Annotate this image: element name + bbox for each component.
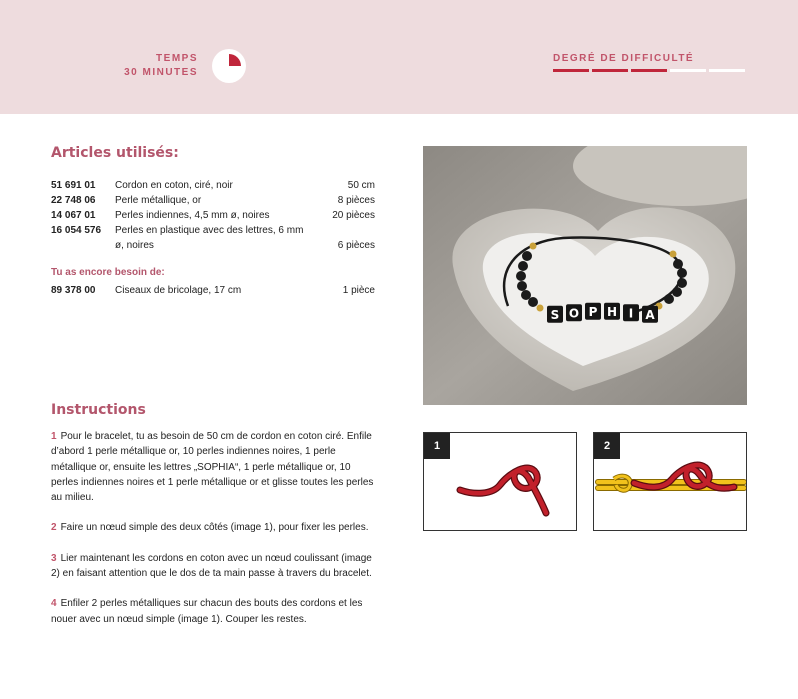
list-item xyxy=(51,223,375,253)
item-code: 51 691 01 xyxy=(51,180,96,191)
item-qty: 8 pièces xyxy=(337,195,375,206)
list-item xyxy=(51,178,375,193)
step-text: Faire un nœud simple des deux côtés (image 1), pour fixer les perles. xyxy=(60,522,369,534)
item-qty: 20 pièces xyxy=(332,210,375,221)
time-info xyxy=(124,52,198,80)
step-text: Enfiler 2 perles métalliques sur chacun des bouts des cordons et les nouer avec un nœud simple (image 1). Couper les restes. xyxy=(51,598,363,625)
difficulty-bar xyxy=(709,69,745,72)
list-item xyxy=(51,208,375,223)
difficulty-rating xyxy=(553,52,747,72)
instruction-step xyxy=(51,429,377,505)
materials-list xyxy=(51,178,375,253)
header-bar xyxy=(0,0,798,114)
bead-letter: O xyxy=(568,306,580,321)
step-text: Lier maintenant les cordons en coton avec un nœud coulissant (image 2) en faisant attention que le dos de ta main passe à travers du bracelet. xyxy=(51,552,372,580)
difficulty-label: DEGRÉ DE DIFFICULTÉ xyxy=(553,53,695,64)
item-desc: Perle métallique, or xyxy=(115,195,202,206)
item-desc: Ciseaux de bricolage, 17 cm xyxy=(115,285,242,296)
bead-letter: A xyxy=(645,307,655,322)
diagram-label: 1 xyxy=(424,433,450,459)
item-code: 22 748 06 xyxy=(51,195,96,206)
difficulty-bar xyxy=(670,69,706,72)
step-text: Pour le bracelet, tu as besoin de 50 cm de cordon en coton ciré. Enfile d’abord 1 perle métallique or, 10 perles indiennes noires, 1 perle métallique or, ensuite les lettres „SOPHIA“, 1 perle métallique or, 10 perles indiennes noires et 1 perle métallique or et glisse toutes les perles au milieu. xyxy=(51,431,374,504)
materials-heading: Articles utilisés: xyxy=(51,145,179,161)
step-number: 4 xyxy=(51,598,57,610)
bead-letter: P xyxy=(588,304,598,319)
list-item xyxy=(51,193,375,208)
step-number: 2 xyxy=(51,522,57,534)
item-code: 16 054 576 xyxy=(51,225,102,236)
difficulty-bar xyxy=(592,69,628,72)
knot-diagram-1 xyxy=(423,432,577,531)
bead-letter: S xyxy=(550,307,560,322)
bracelet-photo xyxy=(423,146,747,405)
item-qty: 1 pièce xyxy=(342,285,375,296)
simple-knot-illustration xyxy=(424,433,576,530)
difficulty-bar xyxy=(553,69,589,72)
item-desc: Cordon en coton, ciré, noir xyxy=(115,180,233,191)
time-label: TEMPS xyxy=(156,53,198,64)
instruction-step xyxy=(51,596,377,627)
instructions-list xyxy=(51,429,377,642)
sliding-knot-illustration xyxy=(594,433,746,530)
step-number: 3 xyxy=(51,552,57,564)
step-number: 1 xyxy=(51,431,57,442)
knot-diagram-2 xyxy=(593,432,747,531)
item-desc: Perles en plastique avec des lettres, 6 mm ø, noires xyxy=(115,225,304,251)
difficulty-bar xyxy=(631,69,667,72)
diagram-label: 2 xyxy=(594,433,620,459)
item-desc: Perles indiennes, 4,5 mm ø, noires xyxy=(115,210,270,221)
instruction-step xyxy=(51,520,377,535)
item-qty: 6 pièces xyxy=(337,240,375,251)
clock-icon xyxy=(212,49,246,83)
extra-heading: Tu as encore besoin de: xyxy=(51,267,165,278)
instruction-step xyxy=(51,551,377,582)
item-code: 89 378 00 xyxy=(51,285,96,296)
item-qty: 50 cm xyxy=(347,180,375,191)
time-value: 30 MINUTES xyxy=(124,67,198,78)
extra-list xyxy=(51,283,375,298)
difficulty-bars xyxy=(553,69,747,72)
bead-letter: H xyxy=(606,304,618,319)
bead-letter: I xyxy=(628,306,634,321)
instructions-heading: Instructions xyxy=(51,402,146,418)
item-code: 14 067 01 xyxy=(51,210,96,221)
list-item xyxy=(51,283,375,298)
